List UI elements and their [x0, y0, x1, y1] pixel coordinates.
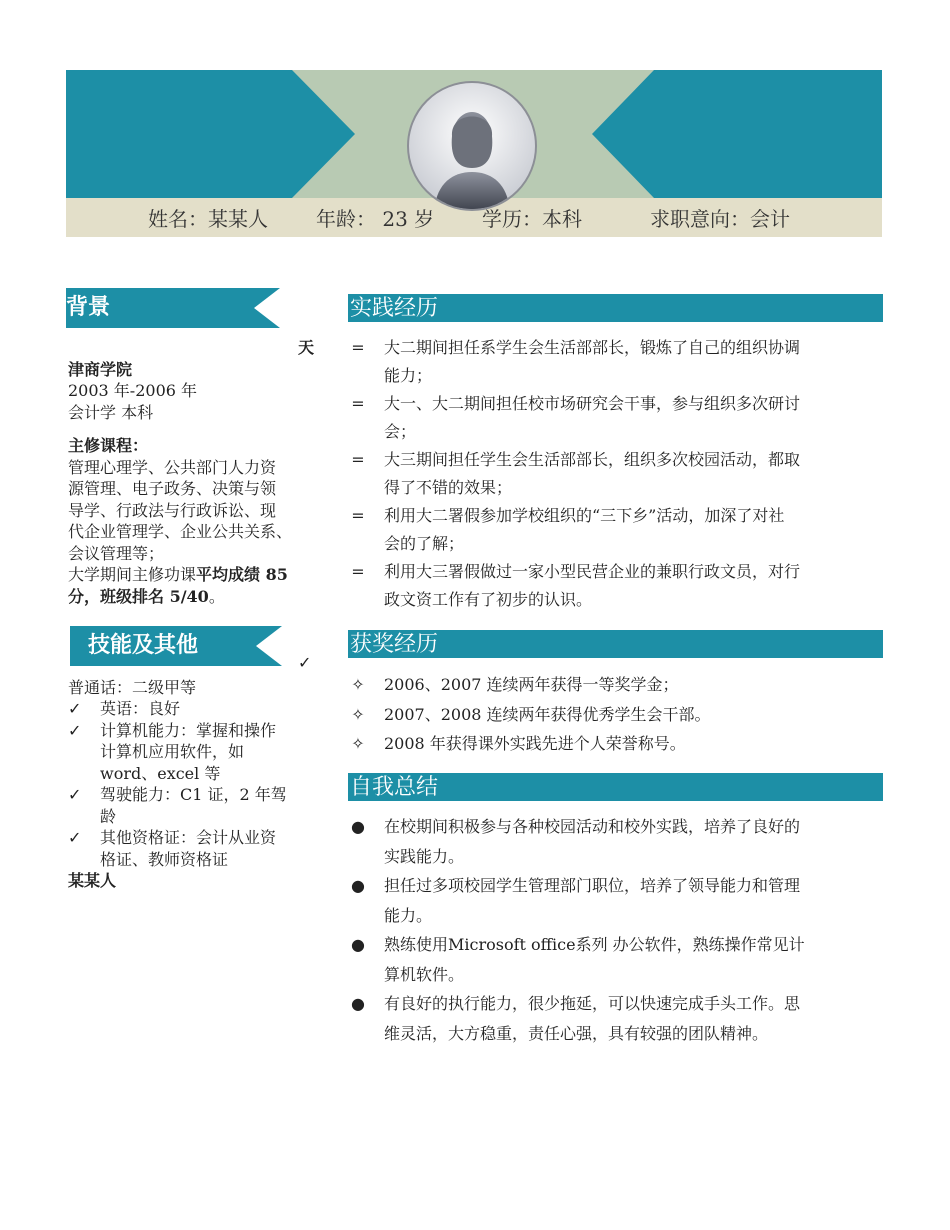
item-line: 实践能力。 — [384, 846, 465, 866]
item-line: 有良好的执行能力，很少拖延，可以快速完成手头工作。思 — [384, 994, 801, 1013]
skill-line: 龄 — [100, 806, 117, 826]
courses-line: 源管理、电子政务、决策与领 — [68, 479, 277, 498]
list-item — [348, 670, 883, 700]
equals-icon: = — [351, 562, 365, 581]
check-icon: ✓ — [298, 653, 312, 672]
skill-line: 其他资格证：会计从业资 — [100, 828, 277, 847]
skill-line: 英语：良好 — [100, 699, 181, 718]
item-line: 大一、大二期间担任校市场研究会干事，参与组织多次研讨 — [384, 394, 801, 413]
courses-line: 会议管理等； — [68, 543, 165, 563]
equals-icon: = — [351, 394, 365, 413]
courses-line: 导学、行政法与行政诉讼、现 — [68, 500, 277, 520]
header-banner — [66, 70, 882, 237]
item-line: 2008 年获得课外实践先进个人荣誉称号。 — [384, 734, 686, 753]
list-item — [348, 700, 883, 730]
equals-icon: = — [351, 338, 365, 357]
list-item — [68, 698, 318, 720]
school-years: 2003 年-2006 年 — [68, 381, 198, 400]
check-icon: ✓ — [68, 720, 82, 740]
courses-line: 管理心理学、公共部门人力资 — [68, 457, 277, 477]
list-item — [348, 729, 883, 759]
skills-list — [68, 698, 318, 892]
list-item — [68, 784, 318, 827]
item-line: 维灵活，大方稳重，责任心强，具有较强的团队精神。 — [384, 1023, 769, 1043]
check-icon: ✓ — [68, 828, 82, 847]
practice-title: 实践经历 — [350, 296, 439, 321]
footer-name: 某某人 — [68, 871, 117, 890]
practice-section-header — [348, 294, 883, 322]
item-line: 担任过多项校园学生管理部门职位，培养了领导能力和管理 — [384, 876, 801, 895]
item-line: 会的了解； — [384, 534, 465, 553]
item-line: 2006、2007 连续两年获得一等奖学金； — [384, 675, 679, 694]
equals-icon: = — [351, 506, 365, 525]
awards-section-header — [348, 630, 883, 658]
item-line: 能力； — [384, 366, 433, 385]
star-icon: ✧ — [351, 675, 365, 694]
star-icon: ✧ — [351, 734, 365, 753]
mandarin-line: 普通话：二级甲等 — [68, 678, 197, 697]
gpa-end: 。 — [208, 586, 225, 606]
list-item — [348, 334, 883, 390]
list-item — [348, 989, 883, 1048]
awards-title: 获奖经历 — [350, 632, 439, 657]
school-major: 会计学 本科 — [68, 402, 154, 422]
gpa-line-2 — [68, 586, 318, 608]
gpa-score: 平均成绩 85 — [196, 565, 288, 584]
list-item — [348, 871, 883, 930]
avatar — [406, 80, 538, 212]
bullet-dot-icon: ● — [351, 876, 365, 895]
equals-icon: = — [351, 450, 365, 469]
list-item — [348, 390, 883, 446]
check-icon: ✓ — [68, 699, 82, 718]
item-line: 利用大三署假做过一家小型民营企业的兼职行政文员，对行 — [384, 562, 801, 581]
skill-line: word、excel 等 — [100, 763, 221, 783]
list-item — [348, 930, 883, 989]
item-line: 大二期间担任系学生会生活部部长，锻炼了自己的组织协调 — [384, 338, 801, 357]
education-field: 学历：本科 — [482, 207, 582, 231]
name-field: 姓名：某某人 — [148, 207, 268, 231]
person-silhouette-icon — [406, 80, 538, 212]
item-line: 熟练使用Microsoft office系列 办公软件，熟练操作常见计 — [384, 935, 805, 954]
star-icon: ✧ — [351, 704, 365, 724]
education-block — [68, 337, 314, 423]
courses-block — [68, 435, 318, 607]
background-title: 背景 — [66, 295, 111, 320]
practice-list — [348, 334, 883, 614]
skills-title: 技能及其他 — [88, 633, 199, 658]
summary-section-header — [348, 773, 883, 801]
item-line: 能力。 — [384, 905, 433, 925]
item-line: 政文资工作有了初步的认识。 — [384, 590, 593, 609]
objective-field: 求职意向：会计 — [650, 207, 790, 231]
item-line: 2007、2008 连续两年获得优秀学生会干部。 — [384, 704, 711, 724]
list-item — [348, 558, 883, 614]
item-line: 算机软件。 — [384, 964, 465, 984]
summary-list — [348, 812, 883, 1048]
skills-section-header — [66, 626, 282, 666]
gpa-line-1 — [68, 564, 318, 586]
school-tail: 天 — [297, 338, 314, 357]
background-section-header — [66, 288, 280, 328]
gpa-prefix: 大学期间主修功课 — [68, 565, 197, 584]
age-field: 年龄： 23 岁 — [316, 207, 435, 231]
item-line: 大三期间担任学生会生活部部长，组织多次校园活动，都取 — [384, 450, 801, 469]
summary-title: 自我总结 — [350, 775, 439, 800]
list-item — [348, 502, 883, 558]
list-item — [68, 827, 318, 870]
bullet-dot-icon: ● — [351, 994, 365, 1013]
list-item — [68, 720, 318, 785]
item-line: 得了不错的效果； — [384, 478, 513, 497]
school-name: 津商学院 — [68, 359, 133, 379]
skill-line: 格证、教师资格证 — [100, 849, 229, 869]
courses-title: 主修课程： — [68, 436, 149, 455]
info-bar — [66, 198, 882, 237]
check-icon: ✓ — [68, 785, 82, 804]
item-line: 利用大二署假参加学校组织的“三下乡”活动，加深了对社 — [384, 506, 785, 525]
item-line: 在校期间积极参与各种校园活动和校外实践，培养了良好的 — [384, 817, 801, 836]
list-item — [348, 812, 883, 871]
skill-line: 计算机应用软件，如 — [100, 742, 245, 761]
skill-line: 驾驶能力：C1 证，2 年驾 — [100, 785, 287, 804]
gpa-rank: 分，班级排名 5/40 — [68, 586, 209, 606]
item-line: 会； — [384, 422, 417, 441]
bullet-dot-icon: ● — [351, 817, 365, 836]
skill-line: 计算机能力：掌握和操作 — [100, 720, 277, 740]
list-item — [348, 446, 883, 502]
bullet-dot-icon: ● — [351, 935, 365, 954]
courses-line: 代企业管理学、企业公共关系、 — [68, 522, 293, 541]
awards-list — [348, 670, 883, 759]
